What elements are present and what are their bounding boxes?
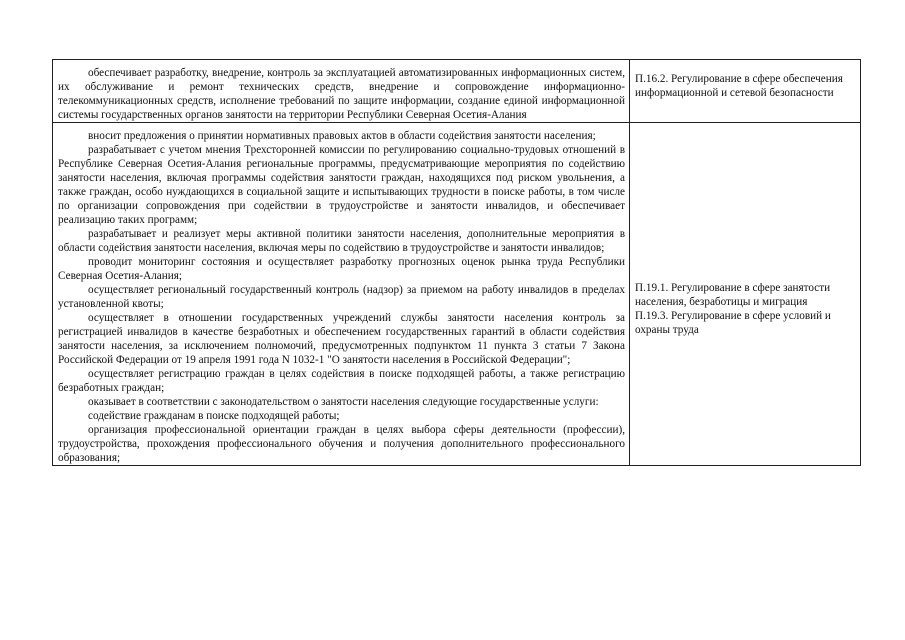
functions-cell	[53, 123, 630, 466]
function-paragraph: разрабатывает и реализует меры активной политики занятости населения, дополнительные мероприятия в области содействия занятости населения, включая меры по содействию в трудоустройстве и занятости инвалидов;	[58, 228, 625, 254]
function-paragraph: проводит мониторинг состояния и осуществляет разработку прогнозных оценок рынка труда Республики Северная Осетия-Алания;	[58, 256, 625, 282]
function-paragraph: содействие гражданам в поиске подходящей работы;	[88, 410, 340, 422]
table-row	[53, 60, 861, 123]
regulation-cell	[630, 60, 861, 123]
function-paragraph: оказывает в соответствии с законодательством о занятости населения следующие государственные услуги:	[88, 396, 599, 408]
function-paragraph: вносит предложения о принятии нормативных правовых актов в области содействия занятости населения;	[88, 130, 596, 142]
functions-table	[52, 59, 861, 466]
function-paragraph: осуществляет регистрацию граждан в целях содействия в поиске подходящей работы, а также регистрацию безработных граждан;	[58, 368, 625, 394]
regulation-reference: П.19.3. Регулирование в сфере условий и охраны труда	[635, 310, 831, 336]
function-paragraph: осуществляет региональный государственный контроль (надзор) за приемом на работу инвалидов в пределах установленной квоты;	[58, 284, 625, 310]
regulation-reference: П.19.1. Регулирование в сфере занятости населения, безработицы и миграция	[635, 282, 831, 308]
function-paragraph: организация профессиональной ориентации граждан в целях выбора сферы деятельности (профессии), трудоустройства, прохождения профессионального обучения и получения дополнительного профессионального образования;	[58, 424, 625, 464]
function-paragraph: обеспечивает разработку, внедрение, контроль за эксплуатацией автоматизированных информационных систем, их обслуживание и ремонт технических средств, внедрение и сопровождение информационно-телекоммуникационных средств, исполнение требований по защите информации, создание единой информационной системы государственных органов занятости на территории Республики Северная Осетия-Алания	[58, 67, 625, 121]
functions-cell	[53, 60, 630, 123]
table-row	[53, 123, 861, 466]
function-paragraph: осуществляет в отношении государственных учреждений службы занятости населения контроль за регистрацией инвалидов в качестве безработных и обеспечением государственных гарантий в области содействия занятости населения, за исключением полномочий, предусмотренных подпунктом 11 пункта 3 статьи 7 Закона Российской Федерации от 19 апреля 1991 года N 1032-1 "О занятости населения в Российской Федерации";	[58, 312, 625, 366]
regulation-reference: П.16.2. Регулирование в сфере обеспечения информационной и сетевой безопасности	[635, 73, 843, 99]
function-paragraph: разрабатывает с учетом мнения Трехсторонней комиссии по регулированию социально-трудовых отношений в Республике Северная Осетия-Алания региональные программы, предусматривающие мероприятия по содействию занятости населения, включая программы содействия занятости граждан, находящихся под риском увольнения, а также граждан, особо нуждающихся в социальной защите и испытывающих трудности в поиске работы, в том числе по организации сопровождения при содействии в трудоустройстве и занятости инвалидов, и обеспечивает реализацию таких программ;	[58, 144, 625, 226]
regulation-cell	[630, 123, 861, 466]
